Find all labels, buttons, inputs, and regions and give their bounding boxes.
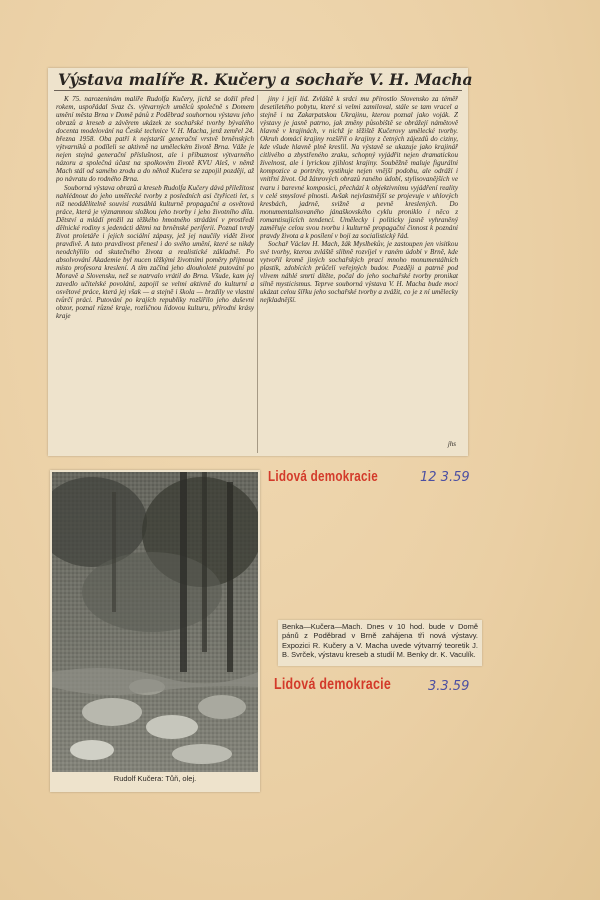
notice-clipping: Benka—Kučera—Mach. Dnes v 10 hod. bude v Domě pánů z Poděbrad v Brně zahájena tři nová výstavy. Expozici R. Kučery a V. Macha uvede výtvarný teoretik J. B. Svrček, výstavu kreseb a studií M. Benky dr. K. Vaculík. xyxy=(278,620,482,666)
newspaper-stamp: Lidová demokracie xyxy=(274,676,392,693)
article-clipping xyxy=(48,68,473,456)
article-headline: Výstava malíře R. Kučery a sochaře V. H. Macha xyxy=(58,70,473,89)
article-column-left xyxy=(56,95,254,455)
column-divider xyxy=(257,95,258,453)
photo-clipping xyxy=(50,470,260,792)
article-signature: jhs xyxy=(447,440,456,448)
article-paragraph: K 75. narozeninám malíře Rudolfa Kučery, jichž se dožil před rokem, uspořádal Svaz čs. výtvarných umělců společně s Domem umění města Brna v Domě pánů z Poděbrad souhornou výstavu jeho obrazů a kreseb a závěrem ukázek ze sochařské tvorby bývalého docenta modelování na České technice V. H. Macha, jenž zemřel 24. března 1958. Oba patří k nejstarší generační vrstvě brněnských výtvarníků a podíleli se aktivně na uměleckém životě Brna. Váže je nejen stejná generační příslušnost, ale i příbuznost výtvarného názoru a společná účast na spolkovém životě KVU Aleš, v němž Mach stál od samého zrodu a do něhož Kučera se zapojil později, až po návratu do rodného Brna. xyxy=(56,95,254,184)
headline-rule xyxy=(54,90,462,91)
stamp-date: 12 3.59 xyxy=(420,470,470,485)
article-paragraph: Sochař Václav H. Mach, žák Myslbekův, je zastoupen jen visitkou své tvorby, kterou zvláště slibně rozvíjel v raném údobí v Brně, kde vytvořil kromě jiných sochařských prací mnoho monumentálních plastik, zdobících průčelí veřejných budov. Později a patrně pod vlivem náhlé smrti dítěte, počal do jeho sochařské tvorby pronikat silně mysticismus. Teprve souborná výstava V. H. Macha bude moci ukázat celou šířku jeho sochařské tvorby a zvážit, co je z ní umělecky nejkladnější. xyxy=(260,239,458,305)
photo-caption: Rudolf Kučera: Tůň, olej. xyxy=(113,774,197,783)
article-paragraph: jiny i její lid. Zvláště k srdci mu přirostlo Slovensko za téměř desetiletého pobytu, které si velmi zamiloval, stále se tam vracel a stejně i na Zakarpatskou Ukrajinu, kterou poznal jako voják. Z výstavy je jasně patrno, jak změny působiště se obrážejí námětově hlavně v krajinách, v nichž je těžiště Kučerovy umělecké tvorby. Okruh domácí krajiny rozšířil o krajiny z četných zájezdů do ciziny, kde všude hlavně plně kreslil. Na výstavě se ukazuje jako krajinář citlivého a zbystřeného zraku, schopný vyjádřit nejen dramatickou živelnost, ale i lyrickou zjihlost krajiny. Souběžně maluje figurální kompozice a portréty, vystihuje nejen vnější podobu, ale odráží i vnitřní život. Od žánrových obrazů raného údobí, stylisovanějších ve tvaru i barevné komposici, přechází k objektivnímu vyjádření reality v celé smyslové plnosti. Avšak nejvlastnější se projevuje v uhlových kresbách, jadrně, svižně a pevně kreslených. Do monumentalisovaného jánaškovského cyklu proniklo i něco z romantisujících tendencí. Umělecky i politicky jasně vyhraněný zaměřuje celou svou tvorbu i kulturně propagační činnost k poznání pravdy života a k posílení v boji za socialistický řád. xyxy=(260,95,458,240)
article-paragraph: Souborná výstava obrazů a kreseb Rudolfa Kučery dává příležitost nahlédnout do jeho umělecké tvorby z posledních asi čtyřiceti let, s níž neoddělitelně souvisí rozsáhlá kulturně propagační a osvětová práce, která je významnou složkou jeho tvorby i jeho životního díla. Dětství a mládí prožil za těžkého hmotného strádání v prostředí dělnické rodiny s jedenácti dětmi na brněnské periferii. Poznal tvrdý život proletáře i jejich sociální zápasy, jež jej naučily vidět život pravdivě. A tuto pravdivost přenesl i do svého umění, které se nikdy neodchýlilo od skutečného života a realistické základně. Po absolvování Akademie byl nucen těžkými životními poměry přijmout místo profesora kreslení. A tím začíná jeho dlouholeté putování po Moravě a Slovensku, než se natrvalo vrátil do Brna. Všude, kam jej zavedlo učitelské povolání, zapojil se velmi aktivně do kulturní a osvětové práce, která jej však — a stejně i škola — brzdily ve vlastní tvůrčí práci. Putování po krajích republiky rozšířilo jeho duševní obzor, poznal různé kraje, rozličnou lidovou kulturu, přírodní krásy kraje xyxy=(56,183,254,321)
stamp-date: 3.3.59 xyxy=(428,679,470,694)
newspaper-stamp: Lidová demokracie xyxy=(268,468,378,485)
painting-image xyxy=(52,472,258,772)
article-column-right xyxy=(260,95,458,455)
